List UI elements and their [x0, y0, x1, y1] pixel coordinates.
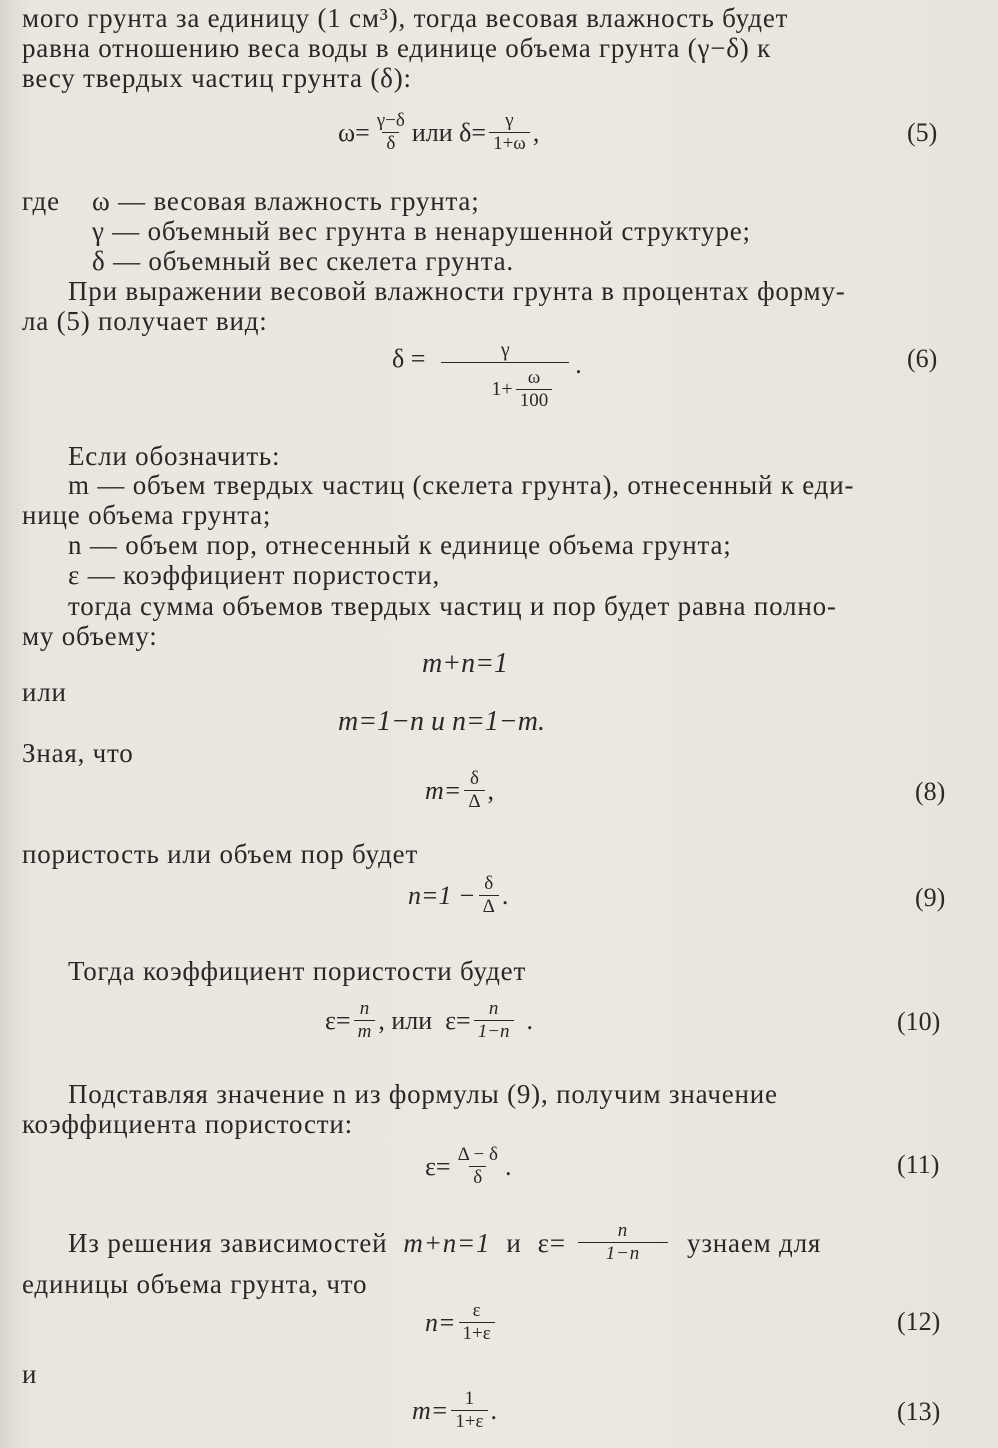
fraction — [354, 998, 376, 1043]
equation-7a: m+n=1 — [422, 648, 509, 679]
text-line: При выражении весовой влажности грунта в процентах форму- — [68, 276, 846, 306]
equation-number: (13) — [897, 1397, 941, 1426]
eq-part: или — [411, 117, 453, 147]
equation-number: (8) — [915, 777, 946, 806]
eq-part: . — [501, 880, 509, 910]
text-line: n — объем пор, отнесенный к единице объема грунта; — [68, 530, 732, 560]
denominator: Δ — [479, 895, 499, 918]
eq-part: n= — [425, 1307, 456, 1337]
text-line: му объему: — [22, 621, 158, 651]
inline-equation — [538, 1220, 671, 1265]
numerator: n — [359, 998, 370, 1019]
numerator: 1 — [464, 1388, 475, 1409]
text-line: коэффициента пористости: — [22, 1109, 353, 1139]
eq-part: . — [490, 1395, 498, 1425]
text-line: Тогда коэффициент пористости будет — [68, 956, 527, 986]
inline-equation: m+n=1 — [403, 1227, 491, 1258]
text-fragment: и — [506, 1227, 522, 1258]
text-line: тогда сумма объемов твердых частиц и пор будет равна полно- — [68, 591, 837, 621]
numerator: γ — [505, 110, 514, 131]
eq-part: 1+ — [491, 378, 513, 400]
eq-part: m= — [412, 1395, 449, 1425]
text-line: где — [22, 186, 60, 216]
equation-12 — [425, 1300, 498, 1345]
fraction — [459, 1300, 495, 1345]
fraction — [454, 1144, 502, 1189]
fraction — [464, 768, 484, 813]
text-line: пористость или объем пор будет — [22, 839, 419, 869]
denominator: m — [354, 1020, 376, 1043]
numerator: n — [617, 1220, 629, 1241]
fraction — [516, 367, 553, 412]
text-fragment: узнаем для — [687, 1227, 822, 1258]
equation-number: (6) — [907, 344, 938, 373]
definition-line: δ — объемный вес скелета грунта. — [92, 246, 514, 276]
text-line: равна отношению веса воды в единице объема грунта (γ−δ) к — [22, 33, 772, 63]
text-line-inline-eq — [68, 1220, 821, 1265]
eq-part: ε= — [425, 1151, 451, 1181]
numerator: ω — [527, 367, 541, 388]
fraction — [578, 1220, 668, 1265]
numerator: γ — [500, 339, 510, 361]
text-line: ла (5) получает вид: — [22, 306, 268, 336]
denominator: δ — [382, 132, 399, 155]
denominator: 1−n — [474, 1020, 514, 1043]
text-line: мого грунта за единицу (1 см³), тогда весовая влажность будет — [22, 3, 789, 33]
fraction — [373, 110, 409, 155]
eq-part: . — [575, 350, 582, 379]
numerator: γ−δ — [376, 110, 405, 131]
denominator — [441, 362, 569, 412]
text-fragment: Из решения зависимостей — [68, 1227, 388, 1258]
numerator: ε — [472, 1300, 481, 1321]
fraction — [441, 338, 569, 412]
fraction — [479, 873, 499, 918]
equation-number: (5) — [907, 118, 938, 147]
eq-part: ε= — [325, 1005, 351, 1035]
equation-number: (11) — [897, 1150, 940, 1179]
eq-part: , — [532, 117, 540, 147]
equation-5 — [338, 110, 539, 155]
equation-11 — [425, 1144, 511, 1189]
equation-8 — [425, 768, 494, 813]
text-line: Подставляя значение n из формулы (9), получим значение — [68, 1079, 778, 1109]
eq-part: ω= — [338, 117, 370, 147]
equation-10 — [325, 998, 533, 1043]
eq-part: . — [526, 1005, 534, 1035]
text-line: нице объема грунта; — [22, 500, 272, 530]
eq-part: δ = — [392, 344, 426, 373]
text-line: единицы объема грунта, что — [22, 1269, 368, 1299]
fraction — [474, 998, 514, 1043]
denominator: 100 — [516, 389, 553, 412]
equation-number: (9) — [915, 883, 946, 912]
denominator: Δ — [464, 790, 484, 813]
equation-13 — [412, 1388, 497, 1433]
equation-9 — [408, 873, 508, 918]
text-line: Зная, что — [22, 738, 134, 768]
text-line: весу твердых частиц грунта (δ): — [22, 63, 412, 93]
eq-part: ε= — [537, 1227, 566, 1258]
denominator: 1+ε — [451, 1410, 487, 1433]
fraction — [489, 110, 530, 155]
denominator: 1+ε — [459, 1322, 495, 1345]
text-line: или — [22, 677, 67, 707]
denominator: δ — [469, 1166, 486, 1189]
denominator: 1−n — [578, 1242, 668, 1265]
numerator: Δ − δ — [457, 1144, 498, 1165]
text-line: ε — коэффициент пористости, — [68, 560, 441, 590]
eq-part: n=1 − — [408, 880, 476, 910]
text-line: Если обозначить: — [68, 441, 281, 471]
eq-part: . — [504, 1151, 512, 1181]
definition-line: γ — объемный вес грунта в ненарушенной структуре; — [92, 216, 751, 246]
eq-part: δ= — [459, 117, 487, 147]
eq-part: , или ε= — [378, 1005, 471, 1035]
text-line: и — [22, 1359, 38, 1389]
eq-part: m= — [425, 775, 462, 805]
eq-part: , — [487, 775, 495, 805]
numerator: n — [488, 998, 499, 1019]
fraction — [451, 1388, 487, 1433]
numerator: δ — [469, 768, 479, 789]
definition-line: ω — весовая влажность грунта; — [92, 186, 480, 216]
equation-number: (10) — [897, 1007, 941, 1036]
numerator: δ — [484, 873, 494, 894]
text-line: m — объем твердых частиц (скелета грунта), отнесенный к еди- — [68, 470, 855, 500]
equation-number: (12) — [897, 1307, 941, 1336]
equation-6 — [392, 338, 582, 412]
equation-7b: m=1−n и n=1−m. — [338, 706, 546, 737]
denominator: 1+ω — [489, 132, 530, 155]
